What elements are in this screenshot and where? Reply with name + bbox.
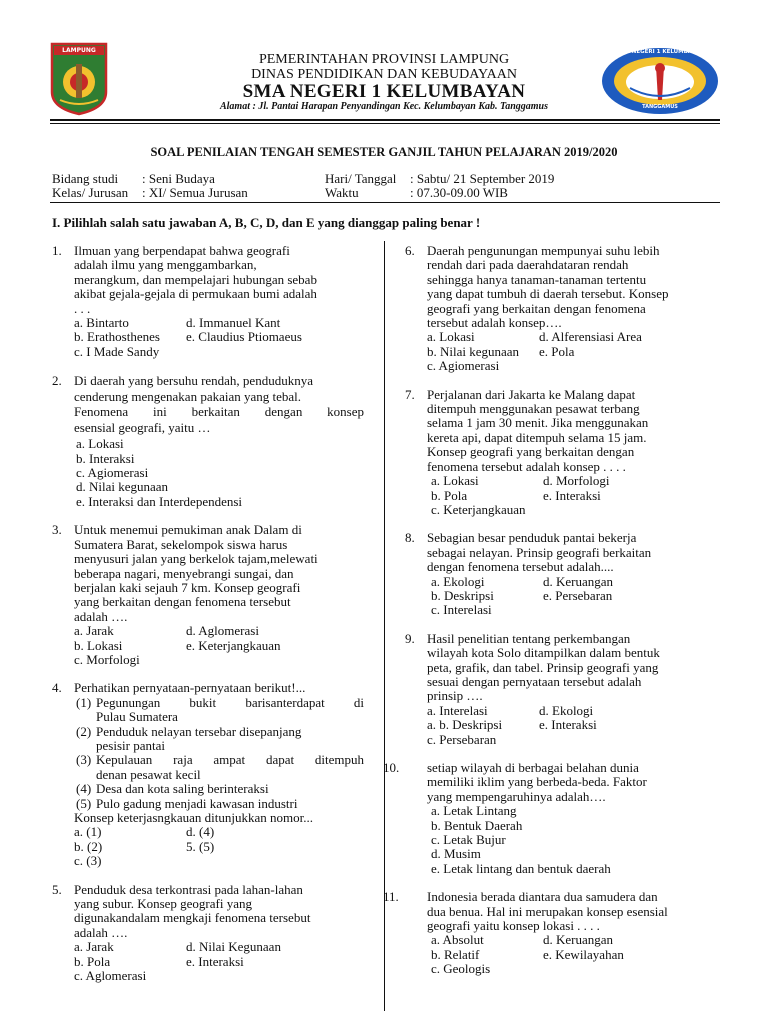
question-4 <box>52 681 364 868</box>
option-b: b. Erathosthenes <box>74 329 160 345</box>
question-line: esensial geografi, yaitu … <box>74 419 211 435</box>
option-d: d. Nilai Kegunaan <box>186 939 281 955</box>
answer-options <box>427 474 715 517</box>
answer-options <box>74 624 364 667</box>
option-c: c. Morfologi <box>74 651 140 667</box>
option-c: c. (3) <box>74 853 102 869</box>
date-label: Hari/ Tanggal <box>325 171 397 186</box>
question-line: merangkum, dan mempelajari hubungan sebab <box>74 271 317 287</box>
answer-options <box>74 940 364 983</box>
option-c: c. Keterjangkauan <box>431 501 526 517</box>
question-10 <box>383 760 715 876</box>
option-b: a. b. Deskripsi <box>427 717 503 733</box>
statement-4 <box>74 782 364 796</box>
question-line: wilayah kota Solo ditampilkan dalam bentuk <box>427 645 660 661</box>
question-number: 7. <box>405 386 415 402</box>
question-line: memiliki iklim yang berbeda-beda. Faktor <box>427 774 647 790</box>
statement-number: (3) <box>76 752 92 768</box>
statement-line: Penduduk nelayan tersebar disepanjang <box>96 723 302 739</box>
option-d: d. Ekologi <box>539 702 594 718</box>
option-e: e. Keterjangkauan <box>186 637 281 653</box>
question-line: kereta api, dapat ditempuh selama 15 jam. <box>427 429 647 445</box>
answer-options <box>74 316 364 359</box>
question-text <box>74 373 364 435</box>
question-line: Konsep geografi yang berkaitan dengan <box>427 444 635 460</box>
question-line: Fenomena ini berkaitan dengan konsep <box>74 404 364 420</box>
question-line: yang berkaitan dengan fenomena tersebut <box>74 594 291 610</box>
question-6 <box>405 244 715 374</box>
option-b: b. Pola <box>431 487 468 503</box>
option-e: e. Pola <box>539 343 575 359</box>
option-d: d. Keruangan <box>543 573 614 589</box>
answer-options <box>427 804 715 876</box>
option-b: b. Interaksi <box>76 450 135 466</box>
statement-5 <box>74 797 364 811</box>
question-line: berjalan kaki sejauh 7 km. Konsep geografi <box>74 579 301 595</box>
option-b: b. Lokasi <box>74 637 123 653</box>
option-b: b. Bentuk Daerah <box>431 817 523 833</box>
question-line: tersebut adalah konsep…. <box>427 315 562 331</box>
right-column <box>383 243 715 991</box>
answer-options <box>427 575 715 618</box>
option-e: 5. (5) <box>186 838 215 854</box>
option-b: b. Relatif <box>431 946 480 962</box>
option-c: c. Letak Bujur <box>431 832 506 848</box>
statement-line: Pulau Sumatera <box>96 709 178 725</box>
question-line: Hasil penelitian tentang perkembangan <box>427 630 631 646</box>
statement-line: Desa dan kota saling berinteraksi <box>96 781 269 797</box>
question-line: setiap wilayah di berbagai belahan dunia <box>427 760 639 775</box>
option-c: c. Interelasi <box>431 602 492 618</box>
option-d: d. (4) <box>186 824 215 840</box>
question-line: . . . <box>74 300 91 316</box>
time-value: : 07.30-09.00 WIB <box>410 185 508 200</box>
question-line: digunakandalam mengkaji fenomena tersebut <box>74 910 311 926</box>
question-1 <box>52 244 364 359</box>
header-address: Alamat : Jl. Pantai Harapan Penyandingan Kec. Kelumbayan Kab. Tanggamus <box>219 101 548 112</box>
option-c: c. Persebaran <box>427 731 497 747</box>
lampung-crest-label: LAMPUNG <box>62 47 96 54</box>
question-line: Perjalanan dari Jakarta ke Malang dapat <box>427 386 636 402</box>
question-line: prinsip …. <box>427 688 483 704</box>
option-e: e. Claudius Ptiomaeus <box>186 329 302 345</box>
question-number: 4. <box>52 680 62 696</box>
subject-label: Bidang studi <box>52 171 119 186</box>
question-line: dua benua. Hal ini merupakan konsep esensial <box>427 903 668 919</box>
statement-2 <box>74 725 364 754</box>
option-a: a. Ekologi <box>431 573 485 589</box>
question-line: Daerah pengunungan mempunyai suhu lebih <box>427 243 660 258</box>
question-text <box>427 890 715 933</box>
option-e: e. Interaksi <box>539 717 597 733</box>
info-rule <box>50 202 720 203</box>
question-line: selama 1 jam 30 menit. Jika menggunakan <box>427 415 649 431</box>
option-d: d. Musim <box>431 846 481 862</box>
question-line: sesuai dengan pernyataan tersebut adalah <box>427 673 642 689</box>
statement-3 <box>74 753 364 782</box>
question-number: 11. <box>383 889 399 905</box>
option-e: e. Kewilayahan <box>543 946 624 962</box>
question-text <box>74 244 364 316</box>
question-number: 1. <box>52 243 62 258</box>
option-e: e. Interaksi <box>186 953 244 969</box>
question-line: Untuk menemui pemukiman anak Dalam di <box>74 522 302 538</box>
school-logo-label: SMA NEGERI 1 KELUMBAYAN <box>616 49 704 55</box>
option-a: a. (1) <box>74 824 102 840</box>
statement-line: denan pesawat kecil <box>96 766 201 782</box>
question-text <box>74 523 364 624</box>
option-b: b. (2) <box>74 838 103 854</box>
option-a: a. Lokasi <box>427 329 475 345</box>
question-text: Perhatikan pernyataan-pernyataan berikut!... <box>74 680 306 696</box>
question-11 <box>383 889 715 977</box>
instruction: I. Pilihlah salah satu jawaban A, B, C, D, dan E yang dianggap paling benar ! <box>52 215 481 230</box>
header-school-name: SMA NEGERI 1 KELUMBAYAN <box>242 81 526 102</box>
header-rule-thin <box>50 123 720 124</box>
question-number: 2. <box>52 373 62 389</box>
statement-number: (5) <box>76 795 92 811</box>
question-number: 6. <box>405 243 415 258</box>
option-d: d. Alferensiasi Area <box>539 329 642 345</box>
option-a: a. Absolut <box>431 932 484 948</box>
question-7 <box>405 388 715 518</box>
option-a: a. Jarak <box>74 939 114 955</box>
statement-line: pesisir pantai <box>96 737 165 753</box>
option-b: b. Nilai kegunaan <box>427 343 520 359</box>
option-c: c. I Made Sandy <box>74 343 160 359</box>
answer-options <box>427 330 715 373</box>
question-line: adalah ilmu yang menggambarkan, <box>74 257 257 273</box>
question-line: Sebagian besar penduduk pantai bekerja <box>427 530 637 546</box>
question-line: adalah …. <box>74 924 128 940</box>
question-line: sehingga hanya tanaman-tanaman tertentu <box>427 271 647 287</box>
question-line: geografi yang berkaitan dengan fenomena <box>427 300 646 316</box>
statement-line: Pulo gadung menjadi kawasan industri <box>96 795 298 811</box>
option-c: c. Aglomerasi <box>74 968 147 984</box>
answer-options <box>427 704 715 747</box>
time-label: Waktu <box>325 185 359 200</box>
question-number: 8. <box>405 530 415 546</box>
option-a: a. Lokasi <box>76 436 124 452</box>
question-line: beberapa nagari, menyebrangi sungai, dan <box>74 565 294 581</box>
question-2 <box>52 373 364 509</box>
option-c: c. Agiomerasi <box>427 358 500 374</box>
date-value: : Sabtu/ 21 September 2019 <box>410 171 555 186</box>
option-d: d. Aglomerasi <box>186 623 259 639</box>
question-prompt: Konsep keterjasngkauan ditunjukkan nomor... <box>74 810 314 825</box>
option-a: a. Lokasi <box>431 473 479 489</box>
class-label: Kelas/ Jurusan <box>52 185 129 200</box>
option-e: e. Persebaran <box>543 587 613 603</box>
option-a: a. Bintarto <box>74 315 129 331</box>
header-province: PEMERINTAHAN PROVINSI LAMPUNG <box>258 52 510 67</box>
question-text <box>427 632 715 704</box>
option-a: a. Letak Lintang <box>431 803 517 819</box>
question-text <box>74 883 364 941</box>
option-a: a. Interelasi <box>427 702 488 718</box>
question-text <box>427 388 715 474</box>
question-5 <box>52 883 364 984</box>
question-line: menyusuri jalan yang berkelok tajam,melewati <box>74 551 318 567</box>
option-d: d. Keruangan <box>543 932 614 948</box>
option-e: e. Letak lintang dan bentuk daerah <box>431 860 611 876</box>
statement-line: Pegunungan bukit barisanterdapat di <box>96 694 364 710</box>
question-number: 10. <box>383 760 400 775</box>
statement-1 <box>74 696 364 725</box>
option-b: b. Pola <box>74 953 111 969</box>
question-text <box>427 244 715 330</box>
option-c: c. Agiomerasi <box>76 465 149 481</box>
school-logo-sublabel: TANGGAMUS <box>642 104 678 110</box>
answer-options <box>74 825 364 868</box>
question-line: peta, grafik, dan tabel. Prinsip geografi yang <box>427 659 659 675</box>
answer-options <box>74 437 364 509</box>
question-line: cenderung mengenakan pakaian yang tebal. <box>74 388 302 404</box>
option-a: a. Jarak <box>74 623 114 639</box>
question-line: akibat gejala-gejala di permukaan bumi adalah <box>74 286 317 302</box>
exam-title: SOAL PENILAIAN TENGAH SEMESTER GANJIL TAHUN PELAJARAN 2019/2020 <box>150 145 618 159</box>
statement-number: (1) <box>76 694 92 710</box>
question-line: Indonesia berada diantara dua samudera dan <box>427 889 658 905</box>
question-number: 3. <box>52 522 62 538</box>
answer-options <box>427 933 715 976</box>
question-line: yang subur. Konsep geografi yang <box>74 896 252 912</box>
question-line: fenomena tersebut adalah konsep . . . . <box>427 458 626 474</box>
option-b: b. Deskripsi <box>431 587 494 603</box>
option-d: d. Morfologi <box>543 473 610 489</box>
option-c: c. Geologis <box>431 961 491 977</box>
header-department: DINAS PENDIDIKAN DAN KEBUDAYAAN <box>251 67 517 82</box>
question-line: Ilmuan yang berpendapat bahwa geografi <box>74 243 290 258</box>
question-9 <box>405 632 715 747</box>
statement-line: Kepulauan raja ampat dapat ditempuh <box>96 752 364 768</box>
question-line: yang dapat tumbuh di daerah tersebut. Konsep <box>427 286 669 302</box>
question-line: Di daerah yang bersuhu rendah, penduduknya <box>74 373 313 389</box>
question-line: ditempuh menggunakan pesawat terbang <box>427 401 640 417</box>
question-line: sebagai nelayan. Prinsip geografi berkaitan <box>427 544 652 560</box>
left-column <box>52 244 364 997</box>
question-number: 5. <box>52 881 62 897</box>
question-line: dengan fenomena tersebut adalah.... <box>427 559 614 575</box>
question-line: rendah dari pada daerahdataran rendah <box>427 257 629 273</box>
question-3 <box>52 523 364 667</box>
statement-number: (2) <box>76 723 92 739</box>
option-d: d. Nilai kegunaan <box>76 479 169 495</box>
statement-number: (4) <box>76 781 92 797</box>
question-line: Penduduk desa terkontrasi pada lahan-lahan <box>74 881 303 897</box>
question-line: Sumatera Barat, sekelompok siswa harus <box>74 536 288 552</box>
question-text <box>427 531 715 574</box>
question-line: geografi yaitu konsep lokasi . . . . <box>427 918 600 934</box>
question-8 <box>405 531 715 617</box>
subject-value: : Seni Budaya <box>142 171 215 186</box>
option-e: e. Interaksi <box>543 487 601 503</box>
class-value: : XI/ Semua Jurusan <box>142 185 248 200</box>
question-text <box>427 761 715 804</box>
question-number: 9. <box>405 630 415 646</box>
question-line: adalah …. <box>74 608 128 624</box>
option-e: e. Interaksi dan Interdependensi <box>76 493 243 509</box>
question-line: yang mempengaruhinya adalah…. <box>427 788 606 804</box>
option-d: d. Immanuel Kant <box>186 315 281 331</box>
header-rule-thick <box>50 119 720 121</box>
